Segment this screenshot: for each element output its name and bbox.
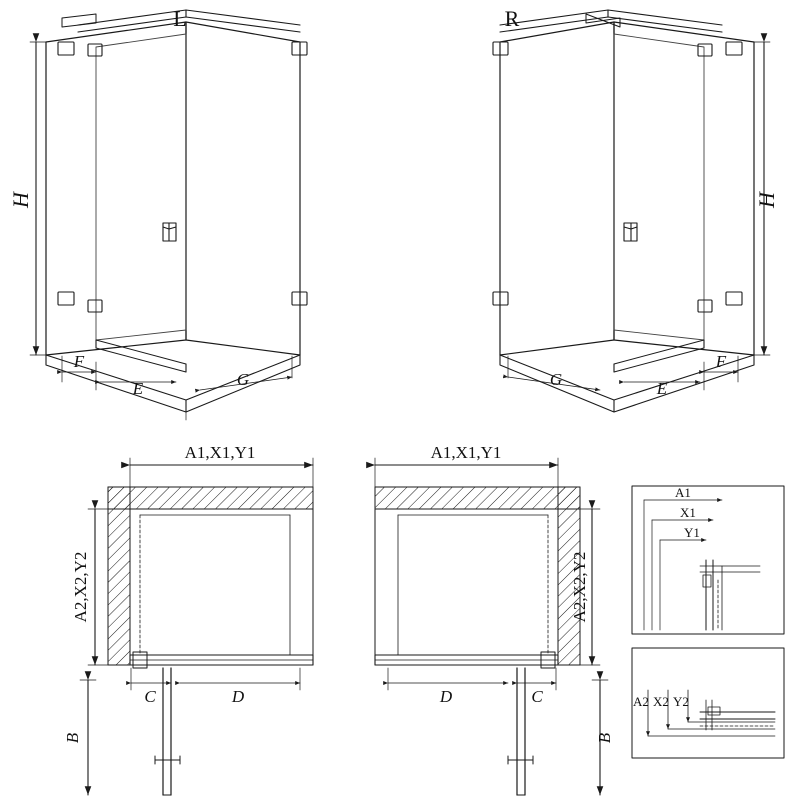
view-left-plan xyxy=(80,458,313,795)
label-a1x1y1-right: A1,X1,Y1 xyxy=(430,443,502,462)
label-B-right: B xyxy=(595,732,614,744)
label-H-left: H xyxy=(8,192,33,208)
label-a2x2y2-left: A2,X2,Y2 xyxy=(71,551,90,623)
label-X1-detail: X1 xyxy=(680,505,696,520)
label-D-left: D xyxy=(231,687,245,706)
label-G-right: G xyxy=(549,370,563,389)
label-F-left: F xyxy=(73,352,85,371)
label-F-right: F xyxy=(715,352,727,371)
view-right-perspective xyxy=(493,10,770,412)
label-A1-detail: A1 xyxy=(675,485,691,500)
view-left-perspective xyxy=(30,10,307,420)
label-a1x1y1-left: A1,X1,Y1 xyxy=(184,443,256,462)
label-X2-detail: X2 xyxy=(653,694,669,709)
label-D-right: D xyxy=(439,687,453,706)
view-right-plan xyxy=(375,458,608,795)
label-C-left: C xyxy=(144,687,156,706)
label-G-left: G xyxy=(236,370,250,389)
label-Y1-detail: Y1 xyxy=(684,525,700,540)
label-B-left: B xyxy=(63,732,82,744)
label-L: L xyxy=(173,6,187,31)
view-detail-upper xyxy=(632,486,784,634)
label-E-left: E xyxy=(132,379,144,398)
label-E-right: E xyxy=(656,379,668,398)
label-a2x2y2-right: A2,X2,Y2 xyxy=(570,551,589,623)
label-A2-detail: A2 xyxy=(633,694,649,709)
label-Y2-detail: Y2 xyxy=(673,694,689,709)
label-H-right: H xyxy=(754,192,779,208)
label-C-right: C xyxy=(531,687,543,706)
label-R: R xyxy=(504,6,520,31)
